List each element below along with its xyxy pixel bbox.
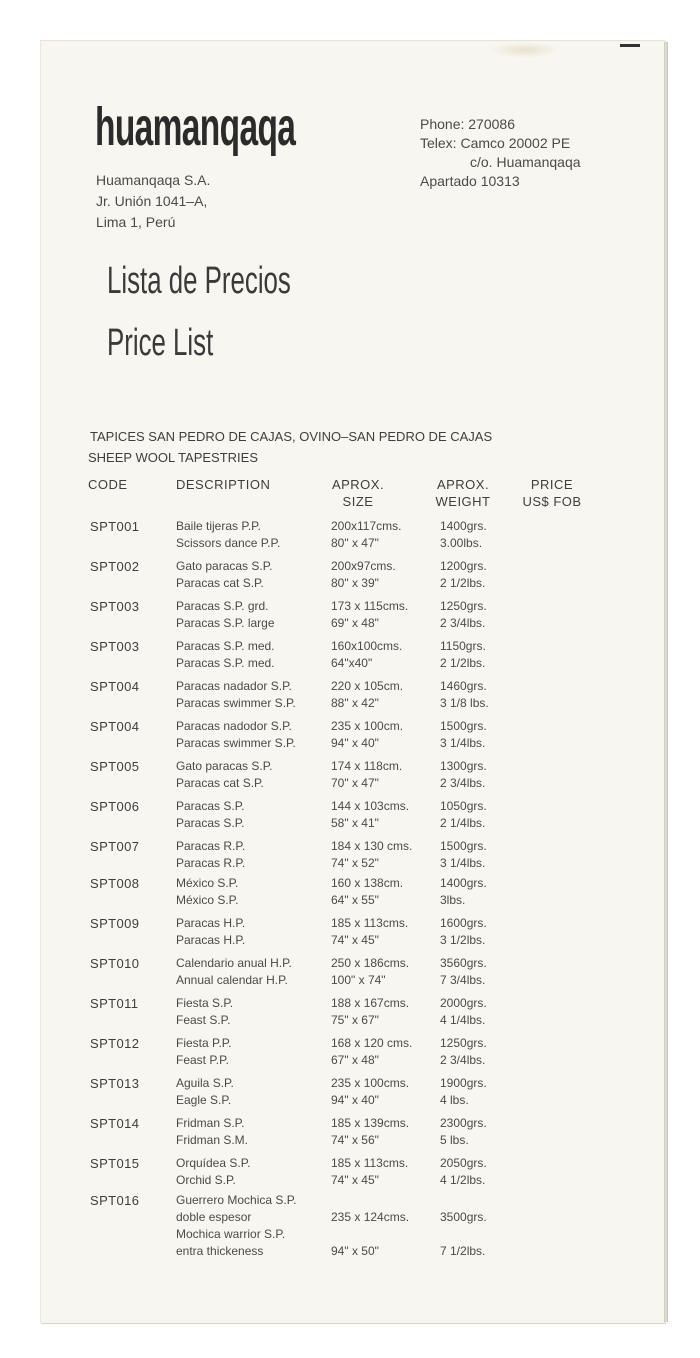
description-en: Orchid S.P.	[176, 1173, 236, 1187]
item-weight	[440, 1115, 487, 1149]
description-es: Calendario anual H.P.	[176, 956, 292, 970]
description-en: Paracas swimmer S.P.	[176, 696, 296, 710]
size-in: 67" x 48"	[331, 1053, 379, 1067]
item-size	[331, 1035, 412, 1069]
item-description	[176, 955, 292, 989]
item-weight	[440, 1155, 487, 1189]
description-es: Paracas nadador S.P.	[176, 679, 292, 693]
item-description	[176, 518, 280, 552]
item-code: SPT009	[90, 916, 140, 931]
description-line: doble espesor	[176, 1210, 252, 1224]
size-in: 94" x 40"	[331, 736, 379, 750]
item-size	[331, 638, 402, 672]
item-description	[176, 1155, 251, 1189]
size-in: 75" x 67"	[331, 1013, 379, 1027]
description-en: Paracas cat S.P.	[176, 776, 264, 790]
item-description	[176, 798, 244, 832]
description-es: Fridman S.P.	[176, 1116, 245, 1130]
item-code: SPT004	[90, 679, 140, 694]
size-cm: 144 x 103cms.	[331, 799, 410, 813]
table-row	[0, 995, 700, 1035]
description-es: México S.P.	[176, 876, 239, 890]
weight-g: 2300grs.	[440, 1116, 487, 1130]
item-code: SPT006	[90, 799, 140, 814]
company-logo: huamanqaqa	[95, 97, 296, 157]
item-size	[331, 915, 408, 949]
description-es: Orquídea S.P.	[176, 1156, 251, 1170]
item-size	[331, 955, 409, 989]
table-row	[0, 758, 700, 798]
weight-lb: 4 1/2lbs.	[440, 1173, 486, 1187]
item-code: SPT003	[90, 639, 140, 654]
weight-lb: 3lbs.	[440, 893, 466, 907]
description-en: Paracas cat S.P.	[176, 576, 264, 590]
description-line: Mochica warrior S.P.	[176, 1227, 286, 1241]
item-description	[176, 1115, 248, 1149]
item-description	[176, 638, 275, 672]
item-weight	[440, 1035, 487, 1069]
care-of: c/o. Huamanqaqa	[470, 154, 581, 170]
weight-lb: 2 3/4lbs.	[440, 1053, 486, 1067]
weight-g: 1460grs.	[440, 679, 487, 693]
item-description	[176, 598, 275, 632]
size-cm: 200x117cms.	[331, 519, 402, 533]
size-in: 80" x 39"	[331, 576, 379, 590]
section-heading	[90, 426, 492, 468]
section-heading-en: SHEEP WOOL TAPESTRIES	[88, 450, 259, 465]
table-row	[0, 798, 700, 838]
item-size	[331, 995, 409, 1029]
item-weight	[440, 598, 487, 632]
weight-g: 1200grs.	[440, 559, 487, 573]
size-cm: 168 x 120 cms.	[331, 1036, 413, 1050]
item-description	[176, 558, 273, 592]
item-description	[176, 995, 233, 1029]
description-en: Paracas S.P. med.	[176, 656, 275, 670]
item-size	[331, 598, 408, 632]
size-cm: 250 x 186cms.	[331, 956, 410, 970]
size-in: 94" x 50"	[331, 1244, 379, 1258]
table-row	[0, 598, 700, 638]
item-weight	[440, 678, 489, 712]
weight-lb: 4 lbs.	[440, 1093, 469, 1107]
item-description	[176, 1075, 234, 1109]
item-size	[331, 1115, 409, 1149]
description-es: Baile tijeras P.P.	[176, 519, 261, 533]
size-cm: 185 x 113cms.	[331, 916, 409, 930]
size-cm: 185 x 139cms.	[331, 1116, 410, 1130]
size-cm: 173 x 115cms.	[331, 599, 409, 613]
table-row	[0, 838, 700, 878]
item-size	[331, 838, 412, 872]
description-es: Aguila S.P.	[176, 1076, 234, 1090]
item-code: SPT014	[90, 1116, 140, 1131]
item-code: SPT015	[90, 1156, 140, 1171]
weight-g: 1400grs.	[440, 876, 487, 890]
size-in: 58" x 41"	[331, 816, 379, 830]
item-code: SPT008	[90, 876, 140, 891]
description-es: Paracas nadodor S.P.	[176, 719, 292, 733]
company-address	[96, 170, 210, 233]
size-in: 69" x 48"	[331, 616, 379, 630]
size-in: 70" x 47"	[331, 776, 379, 790]
size-in: 74" x 45"	[331, 933, 379, 947]
item-code: SPT007	[90, 839, 140, 854]
item-weight	[440, 518, 487, 552]
description-en: México S.P.	[176, 893, 239, 907]
phone: Phone: 270086	[420, 116, 515, 132]
size-cm: 220 x 105cm.	[331, 679, 404, 693]
item-description	[176, 875, 238, 909]
item-code: SPT001	[90, 519, 140, 534]
weight-lb: 3 1/8 lbs.	[440, 696, 489, 710]
section-heading-es: TAPICES SAN PEDRO DE CAJAS, OVINO–SAN PEDRO DE CAJAS	[90, 429, 493, 444]
item-size	[331, 798, 409, 832]
table-row	[0, 955, 700, 995]
description-en: Paracas R.P.	[176, 856, 246, 870]
item-weight	[440, 1075, 487, 1109]
description-es: Gato paracas S.P.	[176, 559, 273, 573]
description-en: Eagle S.P.	[176, 1093, 232, 1107]
size-cm: 200x97cms.	[331, 559, 396, 573]
item-code: SPT013	[90, 1076, 140, 1091]
item-weight	[440, 758, 487, 792]
weight-g: 1250grs.	[440, 1036, 487, 1050]
table-row	[0, 678, 700, 718]
table-row	[0, 1075, 700, 1115]
header-description: DESCRIPTION	[176, 477, 271, 492]
item-size	[331, 875, 403, 909]
weight-lb: 5 lbs.	[440, 1133, 469, 1147]
item-code: SPT003	[90, 599, 140, 614]
item-description	[176, 838, 245, 872]
weight-lb: 4 1/4lbs.	[440, 1013, 486, 1027]
size-cm: 235 x 100cms.	[331, 1076, 410, 1090]
size-cm: 184 x 130 cms.	[331, 839, 413, 853]
weight-lb: 7 3/4lbs.	[440, 973, 486, 987]
description-en: Feast P.P.	[176, 1053, 229, 1067]
weight-lb: 2 1/4lbs.	[440, 816, 486, 830]
weight-lb: 3.00lbs.	[440, 536, 483, 550]
description-es: Paracas H.P.	[176, 916, 246, 930]
description-es: Paracas S.P. med.	[176, 639, 275, 653]
weight-g: 1600grs.	[440, 916, 487, 930]
weight-g: 1300grs.	[440, 759, 487, 773]
item-size	[331, 678, 403, 712]
table-row	[0, 558, 700, 598]
description-en: Paracas S.P.	[176, 816, 245, 830]
description-en: Feast S.P.	[176, 1013, 231, 1027]
item-weight	[440, 718, 487, 752]
item-weight	[440, 955, 487, 989]
weight-g: 3560grs.	[440, 956, 487, 970]
description-es: Gato paracas S.P.	[176, 759, 273, 773]
weight-lb: 3 1/2lbs.	[440, 933, 486, 947]
company-contact	[420, 115, 581, 191]
header-size-1: APROX.	[331, 477, 385, 492]
item-size	[331, 1155, 408, 1189]
weight-g: 1500grs.	[440, 719, 487, 733]
size-cm: 235 x 124cms.	[331, 1210, 410, 1224]
item-weight	[440, 915, 487, 949]
item-size	[331, 758, 402, 792]
description-line: Guerrero Mochica S.P.	[176, 1193, 297, 1207]
weight-lb: 2 1/2lbs.	[440, 656, 486, 670]
description-en: Annual calendar H.P.	[176, 973, 288, 987]
item-code: SPT010	[90, 956, 140, 971]
address-line: Jr. Unión 1041–A,	[96, 193, 208, 209]
description-es: Paracas S.P. grd.	[176, 599, 269, 613]
description-line: entra thickeness	[176, 1244, 264, 1258]
description-en: Paracas swimmer S.P.	[176, 736, 296, 750]
table-row	[0, 518, 700, 558]
header-price-2: US$ FOB	[522, 494, 582, 509]
table-row	[0, 875, 700, 915]
size-in: 100" x 74"	[331, 973, 386, 987]
size-in: 88" x 42"	[331, 696, 379, 710]
item-description	[176, 1035, 232, 1069]
apartado: Apartado 10313	[420, 173, 520, 189]
address-line: Huamanqaqa S.A.	[96, 172, 211, 188]
table-row	[0, 1035, 700, 1075]
telex: Telex: Camco 20002 PE	[420, 135, 571, 151]
size-in: 64"x40"	[331, 656, 373, 670]
item-description	[176, 915, 245, 949]
item-weight	[440, 558, 487, 592]
weight-lb: 2 3/4lbs.	[440, 776, 486, 790]
weight-g: 2050grs.	[440, 1156, 487, 1170]
table-row	[0, 718, 700, 758]
item-code: SPT011	[90, 996, 139, 1011]
size-cm: 174 x 118cm.	[331, 759, 403, 773]
header-code: CODE	[88, 477, 128, 492]
size-cm: 235 x 100cm.	[331, 719, 404, 733]
weight-g: 1900grs.	[440, 1076, 487, 1090]
size-cm: 160 x 138cm.	[331, 876, 404, 890]
description-es: Fiesta P.P.	[176, 1036, 232, 1050]
description-en: Paracas S.P. large	[176, 616, 275, 630]
weight-lb: 3 1/4lbs.	[440, 856, 486, 870]
size-in: 74" x 56"	[331, 1133, 379, 1147]
size-cm: 188 x 167cms.	[331, 996, 410, 1010]
item-code: SPT012	[90, 1036, 140, 1051]
table-row	[0, 638, 700, 678]
item-code: SPT005	[90, 759, 140, 774]
title-english: Price List	[107, 322, 214, 364]
size-cm: 185 x 113cms.	[331, 1156, 409, 1170]
size-cm: 160x100cms.	[331, 639, 403, 653]
weight-g: 1400grs.	[440, 519, 487, 533]
weight-g: 1150grs.	[440, 639, 486, 653]
item-size	[331, 518, 401, 552]
item-weight	[440, 838, 487, 872]
weight-g: 1050grs.	[440, 799, 487, 813]
description-es: Fiesta S.P.	[176, 996, 234, 1010]
corner-mark	[620, 44, 640, 47]
header-size-2: SIZE	[342, 494, 374, 509]
item-weight	[440, 798, 487, 832]
header-weight-1: APROX.	[436, 477, 490, 492]
item-description	[176, 678, 296, 712]
size-in: 94" x 40"	[331, 1093, 379, 1107]
weight-lb: 2 1/2lbs.	[440, 576, 486, 590]
size-in: 64" x 55"	[331, 893, 379, 907]
item-code: SPT002	[90, 559, 140, 574]
description-es: Paracas S.P.	[176, 799, 245, 813]
weight-g: 3500grs.	[440, 1210, 487, 1224]
item-size	[331, 558, 396, 592]
size-in: 74" x 52"	[331, 856, 379, 870]
description-es: Paracas R.P.	[176, 839, 246, 853]
title-spanish: Lista de Precios	[107, 260, 291, 302]
item-weight	[440, 638, 486, 672]
weight-g: 2000grs.	[440, 996, 487, 1010]
table-row	[0, 915, 700, 955]
size-in: 74" x 45"	[331, 1173, 379, 1187]
table-row	[0, 1155, 700, 1195]
table-row	[0, 1115, 700, 1155]
item-size	[331, 718, 403, 752]
description-en: Scissors dance P.P.	[176, 536, 281, 550]
item-description	[176, 718, 296, 752]
item-weight	[440, 875, 487, 909]
weight-g: 1500grs.	[440, 839, 487, 853]
weight-lb: 2 3/4lbs.	[440, 616, 486, 630]
description-en: Paracas H.P.	[176, 933, 246, 947]
weight-g: 1250grs.	[440, 599, 487, 613]
item-weight	[440, 995, 487, 1029]
table-row	[0, 1192, 700, 1264]
weight-lb: 3 1/4lbs.	[440, 736, 486, 750]
item-code: SPT004	[90, 719, 140, 734]
header-price-1: PRICE	[530, 477, 574, 492]
item-code: SPT016	[90, 1193, 140, 1208]
weight-lb: 7 1/2lbs.	[440, 1244, 486, 1258]
description-en: Fridman S.M.	[176, 1133, 249, 1147]
header-weight-2: WEIGHT	[435, 494, 491, 509]
paper-stain	[490, 42, 560, 58]
size-in: 80" x 47"	[331, 536, 379, 550]
address-line: Lima 1, Perú	[96, 214, 176, 230]
item-size	[331, 1075, 409, 1109]
item-description	[176, 758, 273, 792]
